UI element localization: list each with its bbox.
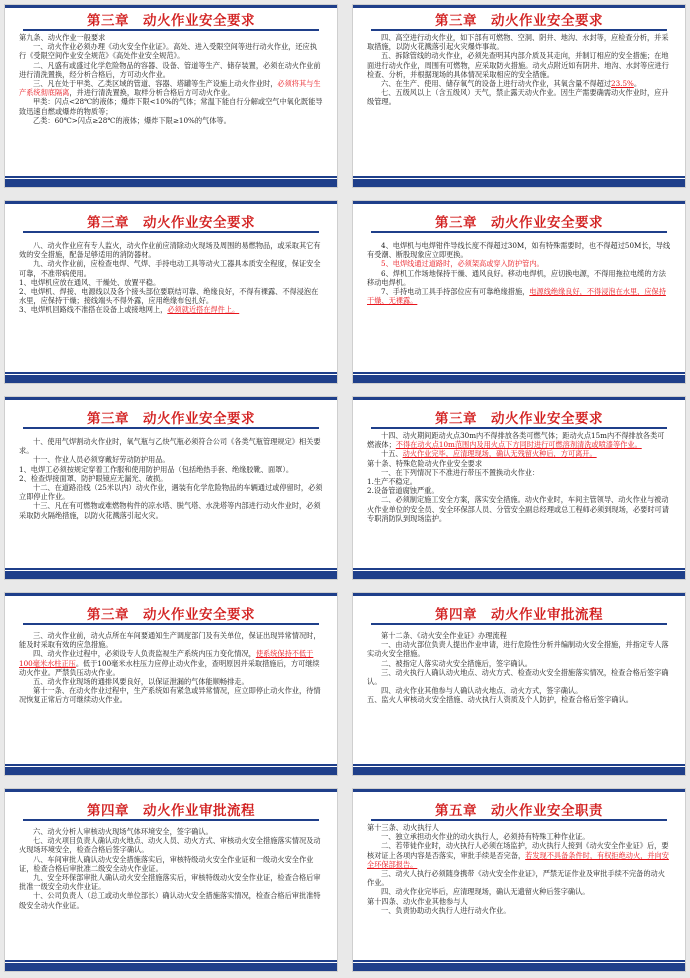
slide-6[interactable] bbox=[352, 396, 686, 580]
highlight-text: 不得在动火点10m范围内及用火点下方同时进行可燃溶剂清洗或喷漆等作业。 bbox=[395, 440, 642, 450]
text-line: 一、负责协助动火执行人进行动火作业。 bbox=[381, 905, 511, 915]
text-line: 二、若带徒作业时，动火执行人必须在场监护，动火执行人接到《动火安全作业证》后，要核对证上各项内容是否落实，审批手续是否完备，若发现不具备条件时，有权拒绝动火，并向安全环保部报告。 bbox=[367, 841, 669, 869]
highlight-text: 必须将其与生产系统彻底隔离 bbox=[19, 79, 321, 98]
slide-bottom-bar bbox=[353, 767, 685, 775]
slide-bottom-bar bbox=[353, 375, 685, 383]
text-line: 乙类：60℃>闪点≥28℃的液体；爆炸下限≥10%的气体等。 bbox=[33, 115, 231, 125]
text-line: 二、被指定人落实动火安全措施后，签字确认。 bbox=[381, 658, 532, 668]
slide-top-bar bbox=[353, 201, 685, 204]
text-line: 七、五级风以上（含五级风）天气，禁止露天动火作业。因生产需要确需动火作业时，应升级管理。 bbox=[367, 88, 669, 107]
title-rule bbox=[371, 623, 667, 625]
text-line: 第十二条、《动火安全作业证》办理流程 bbox=[381, 631, 507, 640]
slide-body bbox=[367, 431, 671, 567]
slide-title: 第五章 动火作业安全职责 bbox=[435, 803, 603, 819]
slide-3[interactable] bbox=[4, 200, 338, 384]
text-line: 五、拆除管线的动火作业，必须先查明其内部介质及其走向，并制订相应的安全措施；在地面进行动火作业，周围有可燃物，应采取防火措施。动火点附近如有阴井、地沟、水封等应进行检查、分析，并根据现场的具体情况采取相应的安全措施。 bbox=[367, 51, 669, 79]
slide-body bbox=[367, 33, 671, 175]
text-line: 二、凡盛有或盛过化学危险物品的容器、设备、管道等生产、储存装置，必须在动火作业前进行清洗置换，经分析合格后，方可动火作业。 bbox=[19, 60, 321, 79]
slide-bottom-bar-thin bbox=[353, 568, 685, 570]
text-line: 1、电焊工必须按规定穿着工作服和使用防护用品（包括绝热手套、绝缘胶靴、面罩）。 bbox=[19, 464, 294, 474]
text-line: 二、必须制定施工安全方案，落实安全措施。动火作业时，车间主管领导、动火作业与被动火作业单位的安全员、安全环保部人员、分管安全副总经理或总工程师必须到现场，必要时可请专职消防队到现场监护。 bbox=[367, 495, 669, 523]
text-line: 一、独立承担动火作业的动火执行人，必须持有特殊工种作业证。 bbox=[381, 832, 590, 842]
text-line: 四、动火作业过程中，必须设专人负责监视生产系统内压力变化情况，使系统保持不低于100毫米水柱正压。低于100毫米水柱压力应停止动火作业，查明原因并采取措施后，方可继续动火作业。严禁负压动火作业。 bbox=[19, 649, 320, 677]
slide-bottom-bar bbox=[5, 963, 337, 971]
highlight-text: 必须就近搭在焊件上。 bbox=[167, 305, 240, 315]
title-rule bbox=[371, 427, 667, 429]
slide-body bbox=[19, 241, 323, 371]
slide-bottom-bar-thin bbox=[353, 372, 685, 374]
highlight-text: 23.5% bbox=[611, 79, 634, 89]
text-line: 第九条、动火作业一般要求 bbox=[19, 33, 106, 42]
text-line: 八、车间审批人确认动火安全措施落实后，审核特级动火安全作业证和一级动火安全作业证，检查合格后审批准二级安全动火作业证。 bbox=[19, 854, 314, 873]
highlight-text: 若发现不具备条件时，有权拒绝动火，并向安全环保部报告。 bbox=[367, 850, 669, 869]
slide-bottom-bar bbox=[5, 571, 337, 579]
slide-title: 第三章 动火作业安全要求 bbox=[87, 13, 255, 29]
slide-bottom-bar bbox=[5, 375, 337, 383]
text-line: 六、在生产、使用、储存氧气的设备上进行动火作业，其氧含量不得超过23.5%。 bbox=[381, 79, 642, 89]
highlight-text: 使系统保持不低于100毫米水柱正压 bbox=[19, 649, 314, 668]
text-line: 四、动火作业其他参与人确认动火地点、动火方式，签字确认。 bbox=[381, 686, 583, 696]
text-line: 三、动火人执行必须随身携带《动火安全作业证》，严禁无证作业及审批手续不完备的动火作业。 bbox=[367, 869, 665, 888]
text-line: 7、手持电动工具手持部位应有可靠绝缘措施，电源线绝缘良好，不得浸泡在水里，应保持干燥、无裸露。 bbox=[367, 287, 666, 306]
slide-bottom-bar bbox=[5, 179, 337, 187]
text-line: 1、电焊机应放在通风、干燥处、放置平稳。 bbox=[19, 277, 161, 287]
slide-body bbox=[19, 827, 323, 959]
text-line: 2、电焊机、焊接、电源线以及各个接头部位要联结可靠、绝缘良好，不得有裸露、不得浸泡在水里，应保持干燥；接线端头不得外露，应用绝缘布包扎好。 bbox=[19, 287, 319, 306]
text-line: 三、动火执行人确认动火地点、动火方式、检查动火安全措施落实情况，检查合格后签字确认。 bbox=[367, 667, 669, 687]
title-rule bbox=[23, 231, 319, 233]
text-line: 四、动火作业完毕后，应清理现场，确认无遗留火种后签字确认。 bbox=[381, 887, 590, 897]
slide-top-bar bbox=[5, 593, 337, 596]
text-line: 九、动火作业前，应检查电焊、气焊、手持电动工具等动火工器具本质安全程度，保证安全可靠，不准带病使用。 bbox=[19, 259, 321, 278]
title-rule bbox=[23, 29, 319, 31]
title-rule bbox=[371, 819, 667, 821]
text-line: 七、动火项目负责人确认动火地点、动火人员、动火方式、审核动火安全措施落实情况及动火现场环境安全，检查合格后签字确认。 bbox=[19, 836, 321, 855]
text-line: 一、在下列情况下不准进行带压不置换动火作业： bbox=[381, 467, 540, 477]
slide-bottom-bar-thin bbox=[5, 176, 337, 178]
text-line: 九、安全环保部审批人确认动火安全措施落实后，审核特级动火安全作业证，检查合格后审批准一级安全动火作业证。 bbox=[19, 873, 321, 892]
text-line: 甲类：闪点<28℃的液体；爆炸下限<10%的气体；常温下能自行分解或空气中氧化既能导致迅速自燃或爆炸的物质等； bbox=[19, 97, 323, 116]
text-line: 6、焊机工作场地保持干燥、通风良好。移动电焊机，应切换电源，不得用拖拉电缆的方法移动电焊机。 bbox=[367, 268, 666, 287]
slide-9[interactable] bbox=[4, 788, 338, 972]
slide-top-bar bbox=[353, 593, 685, 596]
text-line: 5、电焊线通过道路时，必须架高或穿入防护管内。 bbox=[381, 259, 544, 269]
text-line: 十二、在道路沿线（25米以内）动火作业，遇装有化学危险物品的车辆通过或停留时，必须立即停止作业。 bbox=[19, 483, 323, 502]
title-rule bbox=[23, 819, 319, 821]
text-line: 3、电焊机回路线不准搭在设备上或接地网上，必须就近搭在焊件上。 bbox=[19, 305, 240, 315]
text-line: 八、动火作业应有专人监火，动火作业前应清除动火现场及周围的易燃物品，或采取其它有效的安全措施，配备足够适用的消防器材。 bbox=[19, 241, 321, 260]
text-line: 一、动火作业必须办理《动火安全作业证》。高处、进入受限空间等进行动火作业，还应执行《受限空间作业安全规范》《高处作业安全规范》。 bbox=[19, 42, 317, 61]
text-line: 六、动火分析人审核动火现场气体环境安全，签字确认。 bbox=[33, 827, 213, 836]
slide-4[interactable] bbox=[352, 200, 686, 384]
slide-title: 第三章 动火作业安全要求 bbox=[87, 607, 255, 623]
title-rule bbox=[23, 427, 319, 429]
slide-body bbox=[19, 33, 323, 175]
slide-body bbox=[367, 631, 671, 763]
text-line: 2.设备管道腐蚀严重。 bbox=[367, 486, 439, 496]
title-rule bbox=[371, 231, 667, 233]
slide-bottom-bar-thin bbox=[5, 372, 337, 374]
slide-top-bar bbox=[353, 5, 685, 8]
text-line: 十四、动火期间距动火点30m内不得排放各类可燃气体；距动火点15m内不得排放各类可燃液体；不得在动火点10m范围内及用火点下方同时进行可燃溶剂清洗或喷漆等作业。 bbox=[367, 431, 665, 450]
slide-1[interactable] bbox=[4, 4, 338, 188]
text-line: 一、由动火部位负责人提出作业申请，进行危险性分析并编制动火安全措施，并指定专人落实动火安全措施。 bbox=[367, 640, 669, 659]
slide-bottom-bar bbox=[353, 963, 685, 971]
text-line: 2、检查焊接面罩、防护眼镜应无漏光、破损。 bbox=[19, 473, 168, 483]
slide-bottom-bar-thin bbox=[5, 960, 337, 962]
slide-title: 第四章 动火作业审批流程 bbox=[435, 607, 603, 623]
text-line: 第十四条、动火作业其他参与人 bbox=[367, 896, 468, 906]
slide-8[interactable] bbox=[352, 592, 686, 776]
text-line: 十一、作业人员必须穿戴好劳动防护用品。 bbox=[33, 455, 170, 465]
slide-2[interactable] bbox=[352, 4, 686, 188]
text-line: 第十一条、在动火作业过程中，生产系统如有紧急或异常情况，应立即停止动火作业，待情况恢复正常后方可继续动火作业。 bbox=[19, 686, 321, 705]
slide-bottom-bar-thin bbox=[353, 176, 685, 178]
slide-bottom-bar-thin bbox=[5, 764, 337, 766]
slide-bottom-bar-thin bbox=[353, 764, 685, 766]
slide-title: 第三章 动火作业安全要求 bbox=[435, 13, 603, 29]
text-line: 第十三条、动火执行人 bbox=[367, 823, 439, 832]
slide-bottom-bar bbox=[5, 767, 337, 775]
title-rule bbox=[23, 623, 319, 625]
text-line: 三、动火作业前，动火点所在车间要通知生产调度部门及有关单位，保证出现异常情况时，能及时采取有效的应急措施。 bbox=[19, 631, 321, 650]
slide-7[interactable] bbox=[4, 592, 338, 776]
slide-bottom-bar-thin bbox=[353, 960, 685, 962]
text-line: 三、凡在处于甲类、乙类区域的管道、容器、塔罐等生产设施上动火作业时，必须将其与生产系统彻底隔离，并进行清洗置换，取样分析合格后方可动火作业。 bbox=[19, 79, 321, 98]
slide-body bbox=[367, 241, 671, 371]
slide-body bbox=[367, 823, 671, 959]
slide-title: 第四章 动火作业审批流程 bbox=[87, 803, 255, 819]
slide-title: 第三章 动火作业安全要求 bbox=[435, 411, 603, 427]
text-line: 十五、动火作业完毕，应清理现场，确认无残留火种后，方可离开。 bbox=[381, 449, 597, 459]
slide-title: 第三章 动火作业安全要求 bbox=[87, 215, 255, 231]
slide-top-bar bbox=[5, 789, 337, 792]
slide-top-bar bbox=[353, 397, 685, 400]
text-line: 十、使用气焊割动火作业时，氧气瓶与乙炔气瓶必须符合公司《各类气瓶管理规定》相关要求。 bbox=[19, 437, 321, 456]
highlight-text: 电源线绝缘良好，不得浸泡在水里，应保持干燥、无裸露。 bbox=[367, 287, 666, 306]
slide-top-bar bbox=[5, 5, 337, 8]
slide-top-bar bbox=[5, 201, 337, 204]
slide-body bbox=[19, 631, 323, 763]
title-rule bbox=[371, 29, 667, 31]
slide-body bbox=[19, 437, 323, 567]
slide-title: 第三章 动火作业安全要求 bbox=[87, 411, 255, 427]
text-line: 十、公司负责人（总工或动火单位部长）确认动火安全措施落实情况，检查合格后审批准特级安全动火作业证。 bbox=[19, 891, 321, 910]
text-line: 4、电焊机与电焊钳件导线长度不得超过30M，如有特殊需要时，也不得超过50M长，导线有受潮、断股现象应立即更换。 bbox=[367, 241, 671, 260]
slide-top-bar bbox=[5, 397, 337, 400]
text-line: 1.生产不稳定。 bbox=[367, 477, 417, 487]
slide-10[interactable] bbox=[352, 788, 686, 972]
text-line: 十三、凡在有可燃物或难燃物构件的凉水塔、脱气塔、水洗塔等内部进行动火作业时，必须采取防火隔绝措施，以防火花溅落引起火灾。 bbox=[19, 501, 321, 520]
slide-bottom-bar bbox=[353, 571, 685, 579]
text-line: 五、动火作业现场的通排风要良好，以保证泄漏的气体能顺畅排走。 bbox=[33, 677, 249, 687]
text-line: 第十条、特殊危险动火作业安全要求 bbox=[367, 458, 483, 468]
slide-top-bar bbox=[353, 789, 685, 792]
slide-title: 第三章 动火作业安全要求 bbox=[435, 215, 603, 231]
text-line: 五、监火人审核动火安全措施、动火执行人资质及个人防护，检查合格后签字确认。 bbox=[367, 695, 633, 705]
slide-5[interactable] bbox=[4, 396, 338, 580]
text-line: 四、高空进行动火作业，如下部有可燃物、空洞、阴井、地沟、水封等，应检查分析，并采取措施，以防火花溅落引起火灾爆炸事故。 bbox=[367, 33, 669, 52]
highlight-text: 动火作业完毕，应清理现场，确认无残留火种后，方可离开。 bbox=[402, 449, 597, 459]
slide-bottom-bar bbox=[353, 179, 685, 187]
slide-bottom-bar-thin bbox=[5, 568, 337, 570]
